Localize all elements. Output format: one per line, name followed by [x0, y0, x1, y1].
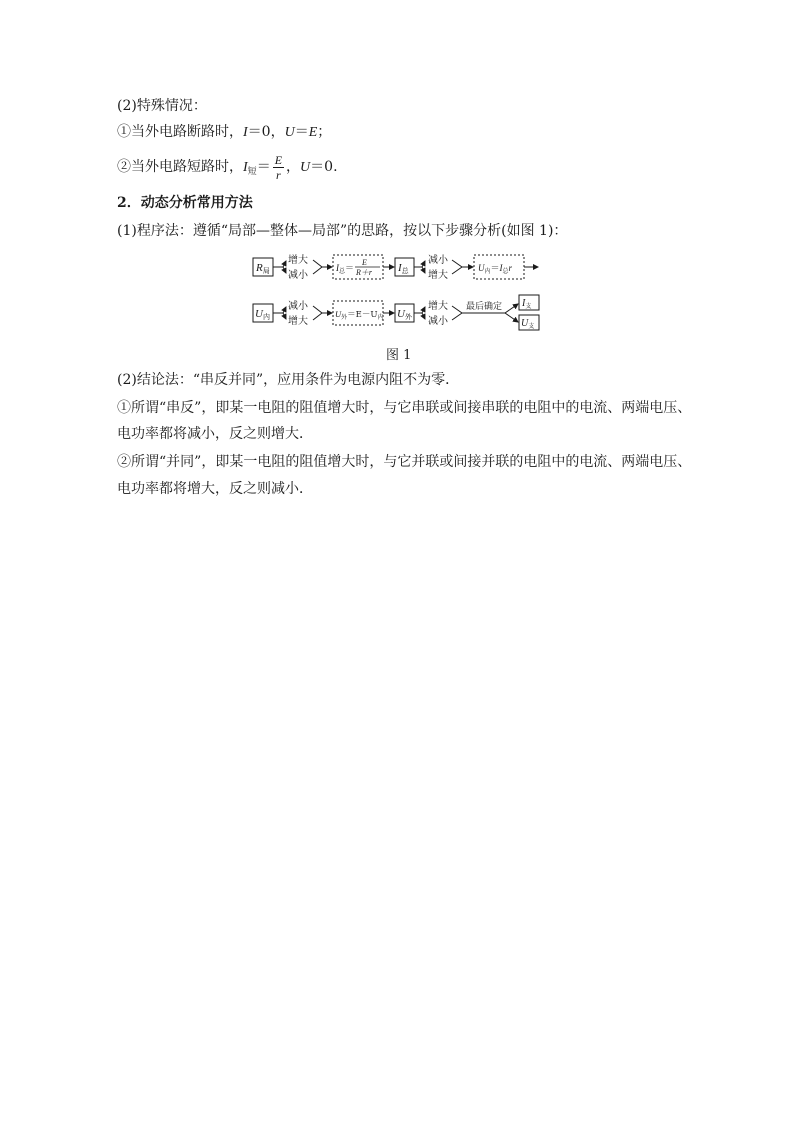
i-total-box-label: I总: [398, 262, 409, 275]
increase-label-2: 增大: [428, 270, 448, 281]
decrease-label-3: 减小: [288, 301, 308, 312]
figure-caption: 图 1: [386, 348, 412, 363]
i-branch-label: $I_支$: [522, 298, 532, 310]
short-circuit-line: ②当外电路短路时，$I_短=$ $\frac{E}{r}$ ，U＝0.: [117, 152, 338, 182]
final-determine-label: 最后确定: [466, 302, 503, 312]
flow-diagram: [0, 246, 794, 346]
u-inner-formula: $U_内=I_总r$: [478, 263, 513, 275]
increase-label-4: 增大: [428, 301, 448, 312]
decrease-label-1: 减小: [288, 270, 308, 281]
short-circuit-fraction: $\frac{E}{r}$: [274, 152, 283, 182]
increase-label-1: 增大: [288, 255, 308, 266]
decrease-label-4: 减小: [428, 316, 448, 327]
increase-label-3: 增大: [288, 316, 308, 327]
i-total-frac-num: E: [362, 258, 367, 267]
series-rule-line-1: ①所谓“串反”，即某一电阻的阻值增大时，与它串联或间接串联的电阻中的电流、两端电压、: [117, 400, 692, 416]
parallel-rule-line-1: ②所谓“并同”，即某一电阻的阻值增大时，与它并联或间接并联的电阻中的电流、两端电压、: [117, 454, 692, 470]
method-1-text: (1)程序法：遵循“局部—整体—局部”的思路，按以下步骤分析(如图 1)：: [117, 223, 568, 239]
u-branch-label: $U_支$: [521, 318, 535, 330]
i-total-formula: $I_总=$: [336, 263, 355, 275]
i-total-frac-den: R＋r: [356, 268, 372, 277]
r-local-label: R局: [256, 262, 270, 275]
special-cases-heading: (2)特殊情况：: [117, 98, 207, 114]
open-circuit-line: ①当外电路断路时，I＝0，U＝E；: [117, 124, 332, 140]
series-rule-line-2: 电功率都将减小，反之则增大．: [117, 426, 313, 442]
u-outer-formula: $U_外=E-U_内$: [335, 309, 384, 321]
u-outer-box-label: U外: [397, 308, 412, 321]
decrease-label-2: 减小: [428, 255, 448, 266]
section-2-heading: 2．动态分析常用方法: [117, 195, 253, 211]
method-2-text: (2)结论法：“串反并同”，应用条件为电源内阻不为零．: [117, 372, 460, 388]
parallel-rule-line-2: 电功率都将增大，反之则减小．: [117, 481, 313, 497]
u-inner-box-label: U内: [255, 308, 270, 321]
